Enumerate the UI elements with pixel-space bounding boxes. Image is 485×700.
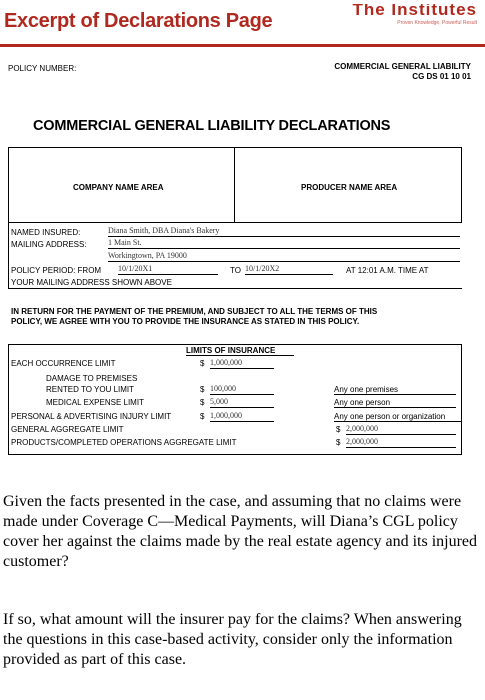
producer-name-area: PRODUCER NAME AREA [301,183,398,192]
currency-symbol: $ [336,425,341,434]
period-to-date: 10/1/20X2 [245,264,333,275]
named-insured-label: NAMED INSURED: [11,228,81,237]
question-paragraph-2: If so, what amount will the insurer pay for the claims? When answering the questions in this case-based activity, consider only the information provided as part of this case. [3,611,462,668]
each-occurrence-label: EACH OCCURRENCE LIMIT [11,359,116,368]
personal-advertising-value: 1,000,000 [210,411,274,422]
policy-time: AT 12:01 A.M. TIME AT [346,266,429,275]
policy-type-line1: COMMERCIAL GENERAL LIABILITY [334,62,471,71]
currency-symbol: $ [200,359,205,368]
policy-type [334,62,471,82]
policy-form-number: CG DS 01 10 01 [412,72,471,81]
mailing-address-note: YOUR MAILING ADDRESS SHOWN ABOVE [11,278,172,287]
company-name-area: COMPANY NAME AREA [73,183,164,192]
general-aggregate-value: 2,000,000 [346,424,456,435]
box-divider [234,148,235,222]
damage-premises-value: 100,000 [210,384,274,395]
brand-logo [352,4,477,26]
medical-expense-note: Any one person [334,398,456,408]
insured-bottom-border [8,288,462,289]
currency-symbol: $ [200,385,205,394]
insured-left-border [8,223,9,289]
agreement-line-2: POLICY, WE AGREE WITH YOU TO PROVIDE THE INSURANCE AS STATED IN THIS POLICY. [11,317,360,326]
general-aggregate-label: GENERAL AGGREGATE LIMIT [11,425,124,434]
declarations-title: COMMERCIAL GENERAL LIABILITY DECLARATIONS [33,118,391,134]
each-occurrence-value: 1,000,000 [210,358,274,369]
policy-period-label: POLICY PERIOD: FROM [11,266,102,275]
currency-symbol: $ [200,412,205,421]
limits-heading: LIMITS OF INSURANCE [186,346,276,355]
currency-symbol: $ [200,398,205,407]
page-title: Excerpt of Declarations Page [4,10,273,32]
header-divider [0,44,485,47]
agreement-line-1: IN RETURN FOR THE PAYMENT OF THE PREMIUM, AND SUBJECT TO ALL THE TERMS OF THIS [11,307,378,316]
products-aggregate-value: 2,000,000 [346,437,456,448]
mailing-address-label: MAILING ADDRESS: [11,240,87,249]
medical-expense-label: MEDICAL EXPENSE LIMIT [46,398,144,407]
personal-advertising-note: Any one person or organization [334,412,462,422]
policy-number-label: POLICY NUMBER: [8,64,77,73]
address-line-1: 1 Main St. [108,238,460,249]
damage-premises-label-2: RENTED TO YOU LIMIT [46,385,135,394]
medical-expense-value: 5,000 [210,397,274,408]
company-producer-box [8,147,462,223]
limits-heading-underline [186,355,294,356]
personal-advertising-label: PERSONAL & ADVERTISING INJURY LIMIT [11,412,172,421]
currency-symbol: $ [336,438,341,447]
brand-name: The Institutes [352,4,477,16]
agreement-text [11,307,377,327]
address-line-2: Workingtown, PA 19000 [108,251,460,262]
named-insured-value: Diana Smith, DBA Diana's Bakery [108,226,460,237]
brand-tagline: Proven Knowledge, Powerful Result [397,20,477,26]
question-paragraph-1: Given the facts presented in the case, and assuming that no claims were made under Coverage C—Medical Payments, will Diana’s CGL policy cover her against the claims made by the real estate agency and its injured customer? [3,493,478,570]
damage-premises-note: Any one premises [334,385,456,395]
products-aggregate-label: PRODUCTS/COMPLETED OPERATIONS AGGREGATE LIMIT [11,438,237,447]
period-from-date: 10/1/20X1 [118,264,218,275]
damage-premises-label-1: DAMAGE TO PREMISES [46,374,138,383]
period-to-label: TO [230,266,241,275]
